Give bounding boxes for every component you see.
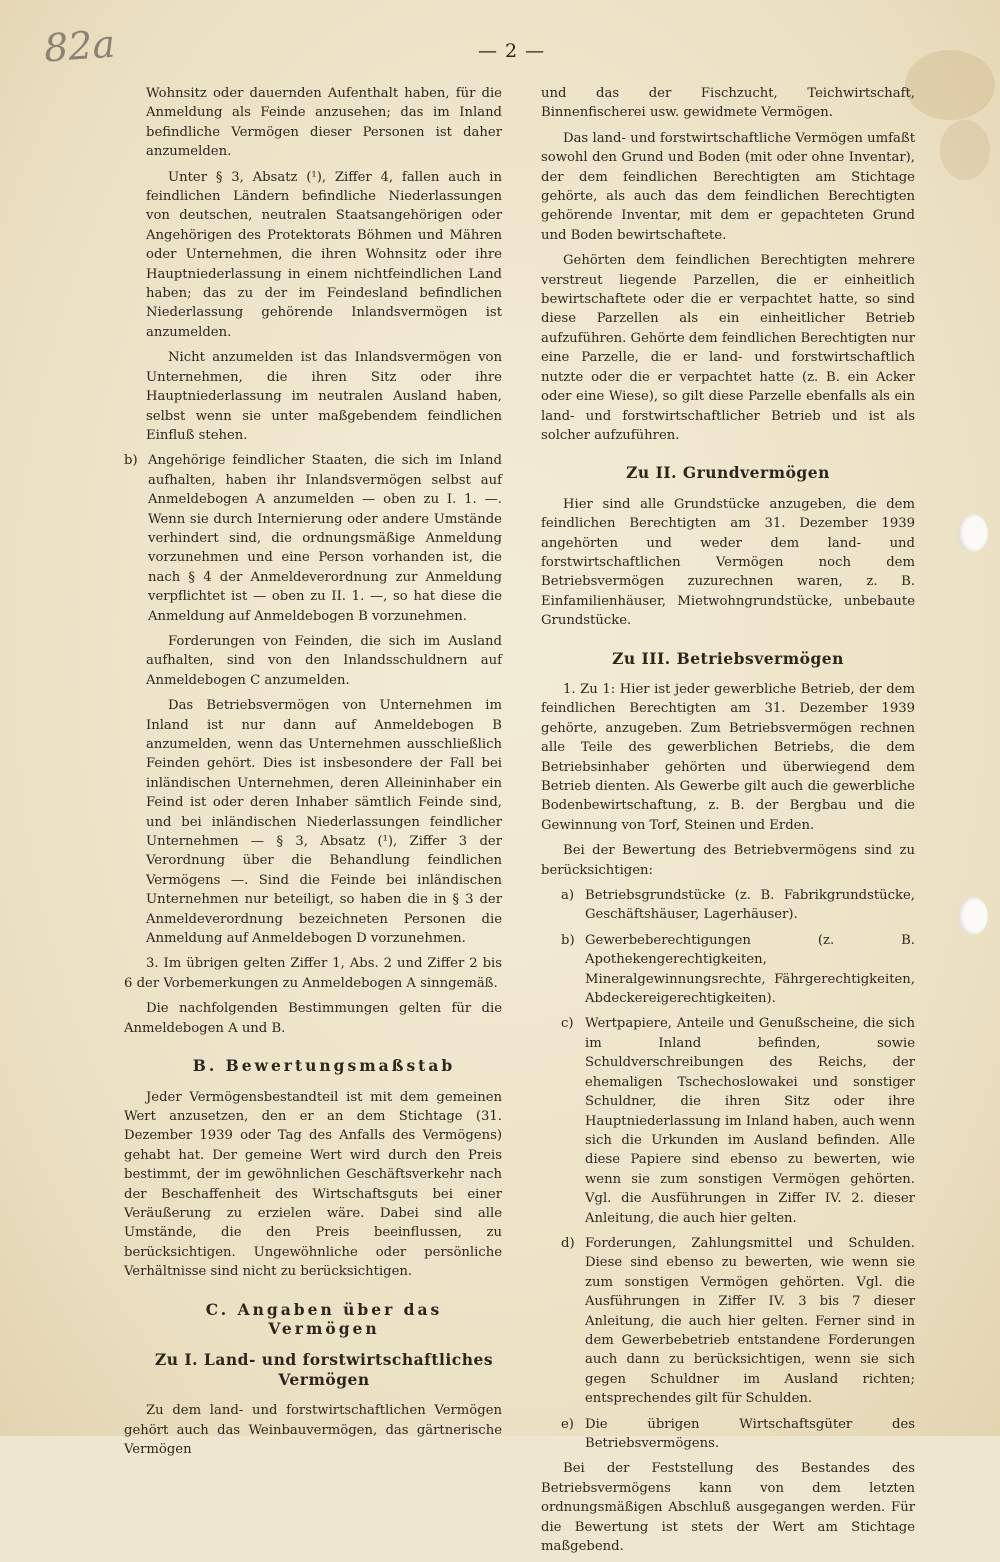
item-text: Wertpapiere, Anteile und Genußscheine, die sich im Inland befinden, sowie Schuldverschreibungen des Reichs, der ehemaligen Tschechoslowakei und sonstiger Schuldner, die ihren Sitz oder ihre Hauptniederlassung im Inland haben, auch wenn sich die Urkunden im Ausland befinden. Alle diese Papiere sind ebenso zu bewerten, wie wenn sie zum sonstigen Vermögen gehörten. Vgl. die Ausführungen in Ziffer IV. 2. dieser Anleitung, die auch hier gelten. — [585, 1016, 915, 1226]
paragraph: Bei der Feststellung des Bestandes des Betriebsvermögens kann von dem letzten ordnungsmäßigen Abschluß ausgegangen werden. Für die Bewertung ist stets der Wert am Stichtage maßgebend. — [541, 1461, 915, 1555]
page-number: — 2 — — [478, 40, 546, 62]
list-item — [541, 931, 915, 1009]
item-label: b) — [561, 932, 575, 948]
item-label: a) — [561, 888, 575, 904]
paragraph: Zu dem land- und forstwirtschaftlichen Vermögen gehört auch das Weinbauvermögen, das gärtnerische Vermögen — [124, 1403, 502, 1457]
paragraph: Bei der Bewertung des Betriebvermögens sind zu berücksichtigen: — [541, 843, 915, 878]
item-label: c) — [561, 1016, 574, 1032]
item-label: e) — [561, 1416, 574, 1432]
paragraph: 3. Im übrigen gelten Ziffer 1, Abs. 2 und Ziffer 2 bis 6 der Vorbemerkungen zu Anmeldebogen A sinngemäß. — [124, 956, 502, 991]
paragraph: Die nachfolgenden Bestimmungen gelten für die Anmeldebogen A und B. — [124, 1001, 502, 1036]
handwritten-note: 82a — [42, 21, 117, 71]
paragraph: Das land- und forstwirtschaftliche Vermögen umfaßt sowohl den Grund und Boden (mit oder ohne Inventar), der dem feindlichen Berechtigten am Stichtage gehörte, als auch das dem feindlichen Berechtigten gehörende Inventar, mit dem er gepachteten Grund und Boden bewirtschaftete. — [541, 130, 915, 243]
item-text: Betriebsgrundstücke (z. B. Fabrikgrundstücke, Geschäftshäuser, Lagerhäuser). — [585, 888, 915, 923]
list-item — [541, 1234, 915, 1409]
section-heading: Zu II. Grundvermögen — [626, 463, 830, 483]
punch-hole — [958, 897, 988, 935]
paragraph: Forderungen von Feinden, die sich im Ausland aufhalten, sind von den Inlandsschuldnern auf Anmeldebogen C anzumelden. — [146, 633, 502, 688]
left-column — [124, 84, 502, 1465]
right-column — [541, 84, 915, 1562]
paragraph: Unter § 3, Absatz (¹), Ziffer 4, fallen auch in feindlichen Ländern befindliche Niederlassungen von deutschen, neutralen Staatsangehörigen oder Angehörigen des Protektorats Böhmen und Mähren oder Unternehmen, die ihren Wohnsitz oder ihre Hauptniederlassung in einem nichtfeindlichen Land haben; das zu der im Feindesland befindlichen Niederlassung gehörende Inlandsvermögen ist anzumelden. — [146, 169, 502, 340]
paragraph: Nicht anzumelden ist das Inlandsvermögen von Unternehmen, die ihren Sitz oder ihre Hauptniederlassung im neutralen Ausland haben, selbst wenn sie unter maßgebendem feindlichen Einfluß stehen. — [146, 350, 502, 443]
list-item — [541, 1415, 915, 1454]
paragraph: Jeder Vermögensbestandteil ist mit dem gemeinen Wert anzusetzen, den er an dem Stichtage (31. Dezember 1939 oder Tag des Anfalls des Vermögens) gehabt hat. Der gemeine Wert wird durch den Preis bestimmt, der im gewöhnlichen Geschäftsverkehr nach der Beschaffenheit des Wirtschaftsguts bei einer Veräußerung zu erzielen wäre. Dabei sind alle Umstände, die den Preis beeinflussen, zu berücksichtigen. Ungewöhnliche oder persönliche Verhältnisse sind nicht zu berücksichtigen. — [124, 1089, 502, 1280]
paragraph: Gehörten dem feindlichen Berechtigten mehrere verstreut liegende Parzellen, die er einheitlich bewirtschaftete oder die er verpachtet hatte, so sind diese Parzellen als ein einheitlicher Betrieb aufzuführen. Gehörte dem feindlichen Berechtigten nur eine Parzelle, die er land- und forstwirtschaftlich nutzte oder die er verpachtet hatte (z. B. ein Acker oder eine Wiese), so gilt diese Parzelle ebenfalls als ein land- und forstwirtschaftlicher Betrieb und ist als solcher aufzuführen. — [541, 253, 916, 443]
paper-stain — [940, 120, 990, 180]
subsection-heading: Zu I. Land- und forstwirtschaftliches Vermögen — [154, 1350, 494, 1389]
section-heading: Zu III. Betriebsvermögen — [612, 648, 844, 668]
item-text: Forderungen, Zahlungsmittel und Schulden. Diese sind ebenso zu bewerten, wie wenn sie zum sonstigen Vermögen gehörten. Vgl. die Ausführungen in Ziffer IV. 3 bis 7 dieser Anleitung, die auch hier gelten. Ferner sind in dem Gewerbebetrieb entstandene Forderungen auch dann zu berücksichtigen, wenn sie sich gegen Schuldner im Ausland richten; entsprechendes gilt für Schulden. — [585, 1235, 915, 1407]
paragraph: Das Betriebsvermögen von Unternehmen im Inland ist nur dann auf Anmeldebogen B anzumelden, wenn das Unternehmen ausschließlich Feinden gehört. Dies ist insbesondere der Fall bei inländischen Unternehmen, deren Alleininhaber ein Feind ist oder deren Inhaber sämtlich Feinde sind, und bei inländischen Niederlassungen feindlicher Unternehmen — § 3, Absatz (¹), Ziffer 3 der Verordnung über die Behandlung feindlichen Vermögens —. Sind die Feinde bei inländischen Unternehmen nur beteiligt, so haben die in § 3 der Anmeldeverordnung bezeichneten Personen die Anmeldung auf Anmeldebogen D vorzunehmen. — [146, 698, 502, 947]
punch-hole — [958, 514, 988, 552]
paragraph: und das der Fischzucht, Teichwirtschaft, Binnenfischerei usw. gewidmete Vermögen. — [541, 86, 915, 121]
paragraph: Wohnsitz oder dauernden Aufenthalt haben, für die Anmeldung als Feinde anzusehen; das im Inland befindliche Vermögen dieser Personen ist daher anzumelden. — [146, 86, 502, 160]
paragraph: Hier sind alle Grundstücke anzugeben, die dem feindlichen Berechtigten am 31. Dezember 1939 angehörten und weder dem land- und forstwirtschaftlichen Vermögen noch dem Betriebsvermögen zuzurechnen waren, z. B. Einfamilienhäuser, Mietwohngrundstücke, unbebaute Grundstücke. — [541, 496, 915, 629]
list-item — [541, 1014, 915, 1227]
section-heading: C. Angaben über das Vermögen — [205, 1299, 443, 1338]
list-item — [124, 451, 502, 626]
section-heading: B. Bewertungsmaßstab — [192, 1056, 456, 1076]
item-text: Angehörige feindlicher Staaten, die sich im Inland aufhalten, haben ihr Inlandsvermögen selbst auf Anmeldebogen A anzumelden — oben zu I. 1. —. Wenn sie durch Internierung oder andere Umstände verhindert sind, die ordnungsmäßige Anmeldung vorzunehmen und eine Person vorhanden ist, die nach § 4 der Anmeldeverordnung zur Anmeldung verpflichtet ist — oben zu II. 1. —, so hat diese die Anmeldung auf Anmeldebogen B vorzunehmen. — [148, 453, 502, 624]
item-text: Gewerbeberechtigungen (z. B. Apothekengerechtigkeiten, Mineralgewinnungsrechte, Fährgerechtigkeiten, Abdeckereigerechtigkeiten). — [585, 932, 915, 1007]
paragraph: 1. Zu 1: Hier ist jeder gewerbliche Betrieb, der dem feindlichen Berechtigten am 31. Dezember 1939 gehörte, anzugeben. Zum Betriebsvermögen rechnen alle Teile des gewerblichen Betriebs, die dem Betriebsinhaber gehörten und überwiegend dem Betrieb dienten. Als Gewerbe gilt auch die gewerbliche Bodenbewirtschaftung, z. B. der Bergbau und die Gewinnung von Torf, Steinen und Erden. — [541, 681, 915, 833]
paper-stain — [905, 50, 995, 120]
item-text: Die übrigen Wirtschaftsgüter des Betriebsvermögens. — [585, 1416, 915, 1451]
item-label: b) — [124, 453, 138, 469]
item-label: d) — [561, 1235, 575, 1251]
list-item — [541, 886, 915, 925]
